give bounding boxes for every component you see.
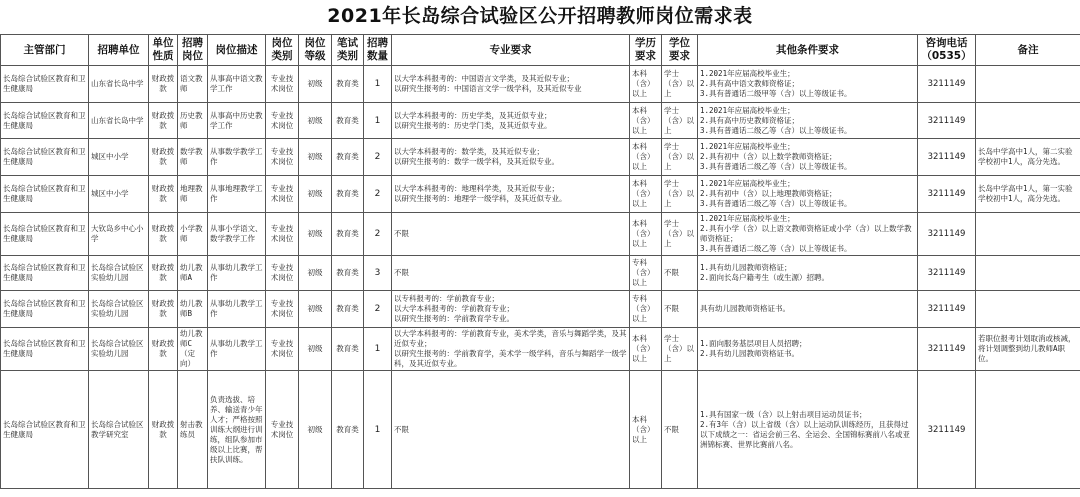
header-edu: 学历要求 [630,35,662,66]
phone-cell: 3211149 [918,328,976,371]
unit-cell: 长岛综合试验区实验幼儿园 [89,256,149,291]
dept-cell: 长岛综合试验区教育和卫生健康局 [1,213,89,256]
nature-cell: 财政拨款 [149,291,178,328]
header-phone: 咨询电话（0535） [918,35,976,66]
phone-cell: 3211149 [918,256,976,291]
level-cell: 初级 [299,371,332,489]
nature-cell: 财政拨款 [149,176,178,213]
major-cell: 不限 [392,371,630,489]
header-ptype: 岗位类别 [266,35,299,66]
other-cell: 1.2021年应届高校毕业生； 2.具有小学（含）以上语文教师资格证或小学（含）以上数学教师资格证； 3.具有普通话二级乙等（含）以上等级证书。 [698,213,918,256]
header-desc: 岗位描述 [208,35,266,66]
table-header-row [1,35,1080,66]
major-cell: 以专科报考的：学前教育专业； 以大学本科报考的：学前教育专业； 以研究生报考的：学前教育学专业。 [392,291,630,328]
other-cell: 1.2021年应届高校毕业生； 2.具有高中历史教师资格证； 3.具有普通话二级乙等（含）以上等级证书。 [698,103,918,139]
header-degree: 学位要求 [662,35,698,66]
note-cell [976,291,1080,328]
nature-cell: 财政拨款 [149,256,178,291]
major-cell: 以大学本科报考的：地理科学类，及其近似专业； 以研究生报考的：地理学一级学科，及其近似专业。 [392,176,630,213]
table-row [1,139,1080,176]
degree-cell: 学士（含）以上 [662,139,698,176]
level-cell: 初级 [299,213,332,256]
level-cell: 初级 [299,66,332,103]
level-cell: 初级 [299,291,332,328]
count-cell: 1 [364,103,392,139]
unit-cell: 长岛综合试验区实验幼儿园 [89,291,149,328]
dept-cell: 长岛综合试验区教育和卫生健康局 [1,371,89,489]
desc-cell: 从事数学教学工作 [208,139,266,176]
post-cell: 小学教师 [178,213,208,256]
header-other: 其他条件要求 [698,35,918,66]
unit-cell: 长岛综合试验区教学研究室 [89,371,149,489]
phone-cell: 3211149 [918,139,976,176]
table-body [1,66,1080,489]
unit-cell: 城区中小学 [89,139,149,176]
edu-cell: 专科（含）以上 [630,256,662,291]
table-row [1,328,1080,371]
exam-cell: 教育类 [332,291,364,328]
post-cell: 幼儿教师B [178,291,208,328]
nature-cell: 财政拨款 [149,371,178,489]
exam-cell: 教育类 [332,371,364,489]
phone-cell: 3211149 [918,66,976,103]
ptype-cell: 专业技术岗位 [266,139,299,176]
level-cell: 初级 [299,176,332,213]
count-cell: 2 [364,213,392,256]
other-cell: 1.2021年应届高校毕业生； 2.具有高中语文教师资格证； 3.具有普通话二级甲等（含）以上等级证书。 [698,66,918,103]
major-cell: 不限 [392,256,630,291]
note-cell [976,256,1080,291]
dept-cell: 长岛综合试验区教育和卫生健康局 [1,176,89,213]
edu-cell: 本科（含）以上 [630,139,662,176]
exam-cell: 教育类 [332,66,364,103]
desc-cell: 从事幼儿教学工作 [208,256,266,291]
post-cell: 幼儿教师C（定向） [178,328,208,371]
edu-cell: 本科（含）以上 [630,371,662,489]
header-unit: 招聘单位 [89,35,149,66]
table-row [1,256,1080,291]
exam-cell: 教育类 [332,328,364,371]
exam-cell: 教育类 [332,139,364,176]
phone-cell: 3211149 [918,103,976,139]
note-cell: 若职位报考计划取消或核减，将计划调整到幼儿教师A职位。 [976,328,1080,371]
edu-cell: 本科（含）以上 [630,103,662,139]
table-row [1,176,1080,213]
ptype-cell: 专业技术岗位 [266,103,299,139]
other-cell: 1.2021年应届高校毕业生； 2.具有初中（含）以上地理教师资格证； 3.具有普通话二级乙等（含）以上等级证书。 [698,176,918,213]
degree-cell: 不限 [662,371,698,489]
edu-cell: 本科（含）以上 [630,213,662,256]
degree-cell: 学士（含）以上 [662,66,698,103]
other-cell: 1.具有幼儿园教师资格证； 2.面向长岛户籍考生（或生源）招聘。 [698,256,918,291]
exam-cell: 教育类 [332,256,364,291]
dept-cell: 长岛综合试验区教育和卫生健康局 [1,103,89,139]
ptype-cell: 专业技术岗位 [266,176,299,213]
ptype-cell: 专业技术岗位 [266,328,299,371]
header-dept: 主管部门 [1,35,89,66]
level-cell: 初级 [299,103,332,139]
degree-cell: 不限 [662,256,698,291]
major-cell: 以大学本科报考的：历史学类，及其近似专业； 以研究生报考的：历史学门类，及其近似专业。 [392,103,630,139]
desc-cell: 从事地理教学工作 [208,176,266,213]
post-cell: 历史教师 [178,103,208,139]
table-row [1,66,1080,103]
degree-cell: 学士（含）以上 [662,328,698,371]
degree-cell: 不限 [662,291,698,328]
header-level: 岗位等级 [299,35,332,66]
degree-cell: 学士（含）以上 [662,103,698,139]
edu-cell: 本科（含）以上 [630,176,662,213]
ptype-cell: 专业技术岗位 [266,213,299,256]
post-cell: 数学教师 [178,139,208,176]
dept-cell: 长岛综合试验区教育和卫生健康局 [1,291,89,328]
phone-cell: 3211149 [918,371,976,489]
level-cell: 初级 [299,328,332,371]
header-count: 招聘数量 [364,35,392,66]
desc-cell: 从事幼儿教学工作 [208,291,266,328]
degree-cell: 学士（含）以上 [662,213,698,256]
header-major: 专业要求 [392,35,630,66]
page-title: 2021年长岛综合试验区公开招聘教师岗位需求表 [327,5,753,27]
ptype-cell: 专业技术岗位 [266,371,299,489]
unit-cell: 长岛综合试验区实验幼儿园 [89,328,149,371]
exam-cell: 教育类 [332,213,364,256]
nature-cell: 财政拨款 [149,139,178,176]
desc-cell: 负责选拔、培养、输送青少年人才；严格按照训练大纲进行训练，组队参加市级以上比赛，帮扶队训练。 [208,371,266,489]
other-cell: 1.具有国家一级（含）以上射击项目运动员证书； 2.有3年（含）以上省级（含）以上运动队训练经历，且获得过以下成绩之一：省运会前三名、全运会、全国锦标赛前八名或亚洲锦标赛、世界比赛前八名。 [698,371,918,489]
desc-cell: 从事幼儿教学工作 [208,328,266,371]
nature-cell: 财政拨款 [149,66,178,103]
exam-cell: 教育类 [332,176,364,213]
ptype-cell: 专业技术岗位 [266,66,299,103]
recruitment-table [0,34,1080,489]
dept-cell: 长岛综合试验区教育和卫生健康局 [1,139,89,176]
note-cell [976,371,1080,489]
level-cell: 初级 [299,139,332,176]
dept-cell: 长岛综合试验区教育和卫生健康局 [1,66,89,103]
unit-cell: 山东省长岛中学 [89,103,149,139]
level-cell: 初级 [299,256,332,291]
phone-cell: 3211149 [918,176,976,213]
header-note: 备注 [976,35,1080,66]
other-cell: 1.2021年应届高校毕业生； 2.具有初中（含）以上数学教师资格证； 3.具有普通话二级乙等（含）以上等级证书。 [698,139,918,176]
note-cell [976,66,1080,103]
nature-cell: 财政拨款 [149,103,178,139]
exam-cell: 教育类 [332,103,364,139]
unit-cell: 大钦岛乡中心小学 [89,213,149,256]
edu-cell: 专科（含）以上 [630,291,662,328]
ptype-cell: 专业技术岗位 [266,291,299,328]
count-cell: 2 [364,139,392,176]
major-cell: 以大学本科报考的：数学类，及其近似专业； 以研究生报考的：数学一级学科，及其近似专业。 [392,139,630,176]
phone-cell: 3211149 [918,291,976,328]
count-cell: 1 [364,328,392,371]
count-cell: 1 [364,371,392,489]
header-nature: 单位性质 [149,35,178,66]
note-cell [976,213,1080,256]
unit-cell: 城区中小学 [89,176,149,213]
note-cell: 长岛中学高中1人，第二实验学校初中1人，高分先选。 [976,139,1080,176]
post-cell: 幼儿教师A [178,256,208,291]
desc-cell: 从事高中历史教学工作 [208,103,266,139]
edu-cell: 本科（含）以上 [630,328,662,371]
header-post: 招聘岗位 [178,35,208,66]
post-cell: 地理教师 [178,176,208,213]
major-cell: 不限 [392,213,630,256]
note-cell [976,103,1080,139]
desc-cell: 从事高中语文教学工作 [208,66,266,103]
phone-cell: 3211149 [918,213,976,256]
unit-cell: 山东省长岛中学 [89,66,149,103]
other-cell: 具有幼儿园教师资格证书。 [698,291,918,328]
count-cell: 2 [364,291,392,328]
count-cell: 2 [364,176,392,213]
count-cell: 1 [364,66,392,103]
major-cell: 以大学本科报考的：中国语言文学类，及其近似专业； 以研究生报考的：中国语言文学一级学科，及其近似专业 [392,66,630,103]
degree-cell: 学士（含）以上 [662,176,698,213]
major-cell: 以大学本科报考的：学前教育专业，美术学类，音乐与舞蹈学类，及其近似专业； 以研究生报考的：学前教育学，美术学一级学科，音乐与舞蹈学一级学科，及其近似专业。 [392,328,630,371]
table-row [1,291,1080,328]
edu-cell: 本科（含）以上 [630,66,662,103]
post-cell: 射击教练员 [178,371,208,489]
note-cell: 长岛中学高中1人，第一实验学校初中1人，高分先选。 [976,176,1080,213]
nature-cell: 财政拨款 [149,328,178,371]
other-cell: 1.面向服务基层项目人员招聘； 2.具有幼儿园教师资格证书。 [698,328,918,371]
count-cell: 3 [364,256,392,291]
post-cell: 语文教师 [178,66,208,103]
nature-cell: 财政拨款 [149,213,178,256]
ptype-cell: 专业技术岗位 [266,256,299,291]
table-row [1,213,1080,256]
dept-cell: 长岛综合试验区教育和卫生健康局 [1,328,89,371]
desc-cell: 从事小学语文、数学教学工作 [208,213,266,256]
table-row [1,103,1080,139]
table-row [1,371,1080,489]
header-exam: 笔试类别 [332,35,364,66]
dept-cell: 长岛综合试验区教育和卫生健康局 [1,256,89,291]
